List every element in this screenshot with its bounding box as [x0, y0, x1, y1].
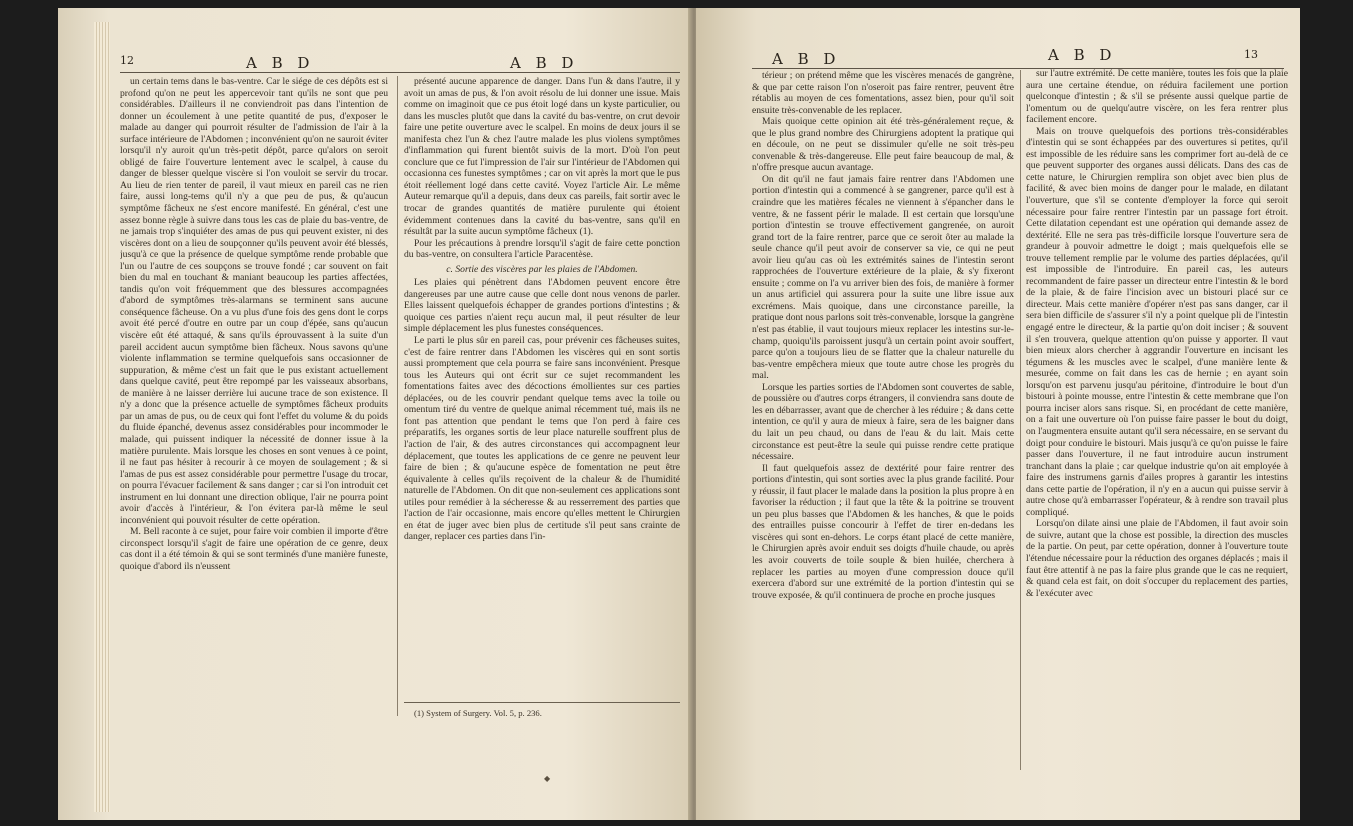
paragraph: un certain tems dans le bas-ventre. Car le siége de ces dépôts est si profond qu'on ne peut les appercevoir tant qu'ils ne sont que peu considérables. D'ailleurs il ne conviendroit pas dans l'intention de donner un écoulement à une petite quantité de pus, d'exposer le malade au danger qui pourroit résulter de l'admission de l'air à la surface intérieure de l'Abdomen ; inconvénient qu'on ne sauroit éviter lorsqu'il n'y auroit qu'un très-petit dépôt, parce qu'alors on seroit obligé de faire l'ouverture lentement avec le scalpel, à cause du danger de blesser quelque viscère si l'on vouloit se servir du trocar. Au lieu de rien tenter de pareil, il vaut mieux en pareil cas ne rien faire, aussi long-tems qu'il n'y a que peu de pus, & qu'aucun symptôme fâcheux ne s'est encore manifesté. En général, c'est une assez bonne règle à suivre dans tous les cas de plaie du bas-ventre, de ne jamais trop s'inquiéter des amas de pus qui peuvent exister, ni des viscères dont on a lieu de soupçonner qu'ils peuvent avoir été blessés, jusqu'à ce que la présence de quelque symptôme rende probable que l'un ou l'autre de ces soupçons se trouve fondé ; car souvent on fait bien du mal en touchant & maniant beaucoup les parties affectées, tandis qu'on voit fréquemment que des blessures accompagnées d'abord de symptômes très-alarmans se terminent sans aucune conséquence fâcheuse. On a vu plus d'une fois des gens dont le corps avoit été percé d'outre en outre par un coup d'épée, sans qu'aucun viscère eût été attaqué, & sans qu'ils éprouvassent à la suite d'un pareil accident aucun symptôme bien fâcheux. Nous savons qu'une violente inflammation se termine quelquefois sans occasionner de suppuration, & même c'est un fait que le pus existant actuellement dans quelque cavité, peut être repompé par les vaisseaux absorbans, de manière à ne laisser derrière lui aucune trace de son existence. Il n'y a donc que la présence actuelle de symptômes fâcheux produits par un amas de pus, ou de ceux qui font l'effet du volume & du poids du fluide épanché, devenus assez considérables pour incommoder le malade, qui puissent indiquer la nécessité de donner issue à la matière purulente. Mais lorsque les choses en sont venues à ce point, il ne faut pas hésiter à recourir à ce moyen de soulagement ; & si l'amas de pus est assez considérable pour permettre l'usage du trocar, on pourra l'évacuer facilement & sans danger ; car si l'on introduit cet instrument en lui donnant une direction oblique, l'air ne pourra point avoir d'accès à l'intérieur, & l'on évitera par-là même le seul inconvénient qui pouvoit résulter de cette opération. — [120, 76, 388, 526]
paragraph: Mais on trouve quelquefois des portions très-considérables d'intestin qui se sont échappées par des ouvertures si petites, qu'il est impossible de les réduire sans les comprimer fort au-delà de ce que peuvent supporter des organes aussi délicats. Dans des cas de cette nature, le Chirurgien remplira son objet avec bien plus de facilité, & avec bien moins de danger pour le malade, en dilatant l'ouverture, que s'il se contente d'employer la force qui seroit nécessaire pour faire rentrer l'intestin par un passage fort étroit. Cette dilatation cependant est une opération qui demande assez de dextérité. Elle ne sera pas très-difficile lorsque l'ouverture sera de grandeur à pouvoir admettre le doigt ; mais quelquefois elle se trouve tellement remplie par le volume des parties déplacées, qu'il est impossible de l'introduire. En pareil cas, les auteurs recommandent de faire passer un directeur entre l'intestin & le bord de la plaie, & de faire l'incision avec un bistouri placé sur ce directeur. Mais cette manière d'opérer n'est pas sans danger, car il sera bien difficile de s'assurer s'il n'y a point quelque pli de l'intestin engagé entre le directeur, & la partie qu'on doit inciser ; & souvent il s'en trouvera, quelque attention qu'on puisse y apporter. Il vaut bien mieux alors chercher à aggrandir l'ouverture en incisant les tégumens & les muscles avec le scalpel, d'une manière lente & mesurée, comme on fait dans les cas de hernie ; en ayant soin lorsqu'on est parvenu jusqu'au péritoine, d'introduire le bout d'un bistouri à pointe mousse, entre l'intestin & cette membrane que l'on pourra inciser alors sans risque. Si, en procédant de cette manière, on a fait une ouverture où l'on puisse faire passer le bout du doigt, on l'augmentera ensuite autant qu'il sera nécessaire, en se servant du doigt pour conduire le bistouri. Mais jusqu'à ce qu'on puisse le faire passer dans l'ouverture, il ne faut introduire aucun instrument tranchant dans la plaie ; car quelque industrie qu'on ait employée à faire des instrumens garnis d'ailes propres à garantir les intestins dans cette partie de l'opération, il n'y en a aucun qui puisse servir à autre chose qu'à embarrasser l'opérateur, & à rendre son travail plus compliqué. — [1026, 125, 1288, 518]
right-column-1 — [752, 70, 1014, 790]
running-head-right-col2: A B D — [1048, 46, 1117, 64]
right-column-2 — [1026, 68, 1288, 788]
running-head-left-col2: A B D — [510, 54, 579, 72]
right-page — [696, 8, 1300, 820]
paragraph: Lorsque les parties sorties de l'Abdomen sont couvertes de sable, de poussière ou d'autres corps étrangers, il conviendra sans doute de les en débarrasser, avant que de chercher à les réduire ; & dans cette intention, ce qu'il y aura de mieux à faire, sera de les baigner dans du lait un peu chaud, ou dans de l'eau & du lait. Mais cette circonstance est peut-être la seule qui puisse rendre cette pratique nécessaire. — [752, 381, 1014, 463]
paragraph: sur l'autre extrémité. De cette manière, toutes les fois que la plaie aura une certaine étendue, on réduira facilement une portion quelconque d'intestin ; & s'il se présente aussi quelque partie de l'omentum ou de quelqu'autre viscère, on les fera rentrer plus facilement encore. — [1026, 68, 1288, 126]
paragraph: Lorsqu'on dilate ainsi une plaie de l'Abdomen, il faut avoir soin de suivre, autant que la chose est possible, la direction des muscles de la partie. On peut, par cette opération, donner à l'ouverture toute l'étendue nécessaire pour la réduction des organes déplacés ; mais il faut être attentif à ne pas la faire plus grande que le cas ne requiert, & quand cela est fait, on doit s'occuper du replacement des parties, & l'exécuter avec — [1026, 518, 1288, 599]
paragraph: térieur ; on prétend même que les viscères menacés de gangrène, & que par cette raison l'on n'oseroit pas faire rentrer, peuvent être rétablis au moyen de ces fomentations, assez bien, pour qu'il soit ensuite très-convenable de les replacer. — [752, 70, 1014, 116]
left-column-1 — [120, 76, 388, 792]
ornament-mark: ◆ — [544, 774, 551, 783]
section-heading: c. Sortie des viscères par les plaies de l'Abdomen. — [446, 263, 638, 275]
left-page — [58, 8, 692, 820]
page-edges — [94, 22, 110, 812]
head-rule — [120, 72, 680, 73]
book-spread — [58, 8, 1300, 820]
footnote: (1) System of Surgery. Vol. 5, p. 236. — [414, 708, 542, 718]
paragraph: Mais quoique cette opinion ait été très-généralement reçue, & que le plus grand nombre des Chirurgiens adoptent la pratique qui en découle, on ne peut se dissimuler qu'elle ne soit très-peu convenable & très-dangereuse. Elle peut faire beaucoup de mal, & n'offre presque aucun avantage. — [752, 116, 1014, 174]
running-head-right-col1: A B D — [772, 50, 841, 68]
folio-right: 13 — [1244, 48, 1258, 61]
paragraph: Les plaies qui pénètrent dans l'Abdomen peuvent encore être dangereuses par une autre cause que celle dont nous venons de parler. Elles laissent quelquefois échapper de grandes portions d'intestins ; & quoique ces parties n'aient reçu aucun mal, il peut résulter de leur simple déplacement les plus funestes conséquences. — [404, 277, 680, 335]
paragraph: Le parti le plus sûr en pareil cas, pour prévenir ces fâcheuses suites, c'est de faire rentrer dans l'Abdomen les viscères qui en sont sortis aussi promptement que cela pourra se faire sans inconvénient. Presque tous les Auteurs qui ont écrit sur ce sujet recommandent les fomentations faites avec des décoctions émollientes sur ces parties déplacées, ou de les couvrir pendant quelque tems avec la toile ou omentum tiré du ventre de quelque animal récemment tué, mais ils ne font pas attention que pendant le tems que l'on perd à faire ces préparatifs, les organes sortis de leur place naturelle souffrent plus de l'action de l'air, & des autres circonstances qui accompagnent leur déplacement, que toutes les applications de ce genre ne peuvent leur faire de bien ; & qu'aucune espèce de fomentation ne peut être équivalente à celles qu'ils reçoivent de la chaleur & de l'humidité naturelle de l'Abdomen. On dit que non-seulement ces applications sont utiles pour remédier à la sécheresse & au resserrement des parties que l'action de l'air occasionne, mais encore qu'elles mettent le Chirurgien en état de juger avec bien plus de certitude s'il peut sans crainte de danger, replacer ces parties dans l'in- — [404, 335, 680, 543]
paragraph: On dit qu'il ne faut jamais faire rentrer dans l'Abdomen une portion d'intestin qui a commencé à se gangrener, parce qu'il est à craindre que les matières fécales ne viennent à s'épancher dans le ventre, & ne fassent périr le malade. Il est certain que lorsqu'une portion d'intestin se trouve effectivement gangrenée, on auroit grand tort de la faire rentrer, parce que ce seroit ôter au malade la seule chance qu'il peut avoir de conserver sa vie, ce qui ne peut avoir lieu qu'au cas où les extrémités saines de l'intestin seront rapprochées de l'ouverture extérieure de la plaie, & s'y fixeront ensuite ; comme on l'a vu arriver bien des fois, de manière à former un anus artificiel qui assurera pour la suite une libre issue aux excrémens. Mais quoique, dans une circonstance pareille, la pratique dont nous parlons soit très-convenable, lorsque la gangrène n'est pas établie, il vaut toujours mieux replacer les intestins sur-le-champ, quoiqu'ils paroissent jusqu'à un certain point avoir souffert, parce qu'on a toujours lieu de se flatter que la chaleur naturelle du bas-ventre empêchera mieux que toute autre chose les progrès du mal. — [752, 173, 1014, 382]
running-head-left-col1: A B D — [246, 54, 315, 72]
column-divider — [397, 76, 398, 716]
left-column-2 — [404, 76, 680, 696]
paragraph: présenté aucune apparence de danger. Dans l'un & dans l'autre, il y avoit un amas de pus, & l'on avoit résolu de lui donner une issue. Mais comme on imaginoit que ce pus étoit logé dans un kyste particulier, ou dans les muscles plutôt que dans la cavité du bas-ventre, on crut devoir faire une petite ouverture avec le scalpel. En moins de deux jours il se manifesta chez l'un & chez l'autre malade les plus violens symptômes d'inflammation qui furent bientôt suivis de la mort. D'où l'on peut conclure que ce fut l'impression de l'air sur l'intérieur de l'Abdomen qui occasionna ces funestes symptômes ; car on vit après la mort que le pus étoit réellement logé dans cette cavité. Voyez l'article Air. Le même Auteur remarque qu'il a depuis, dans deux cas pareils, fait sortir avec le trocar de grandes quantités de matière purulente qui étoient évidemment contenues dans la cavité du bas-ventre, sans qu'il en résultât par la suite aucun symptôme fâcheux (1). — [404, 76, 680, 238]
paragraph: Il faut quelquefois assez de dextérité pour faire rentrer des portions d'intestin, qui sont sorties avec la plus grande facilité. Pour y réussir, il faut placer le malade dans la position la plus propre à en favoriser la réduction ; il faut que la tête & la poitrine se trouvent un peu plus basses que l'Abdomen & les hanches, & que le poids des entrailles puisse concourir à l'effet de tirer en-dedans les viscères qui sont en-dehors. Le corps étant placé de cette manière, le Chirurgien après avoir enduit ses doigts d'huile chaude, ou après les avoir couverts de toile souple & bien huilée, cherchera à replacer les parties au moyen d'une compression douce qu'il exercera d'abord sur une extrémité de la portion d'intestin qui se trouve exposée, & qu'il continuera de proche en proche jusques — [752, 462, 1014, 601]
footnote-rule — [404, 702, 680, 703]
paragraph: M. Bell raconte à ce sujet, pour faire voir combien il importe d'être circonspect lorsqu'il s'agit de faire une opération de ce genre, deux cas dont il a été témoin & qui se sont terminés d'une manière funeste, quoique d'abord ils n'eussent — [120, 526, 388, 572]
column-divider — [1020, 70, 1021, 770]
paragraph: Pour les précautions à prendre lorsqu'il s'agit de faire cette ponction du bas-ventre, on consultera l'article Paracentèse. — [404, 237, 680, 261]
folio-left: 12 — [120, 54, 134, 67]
